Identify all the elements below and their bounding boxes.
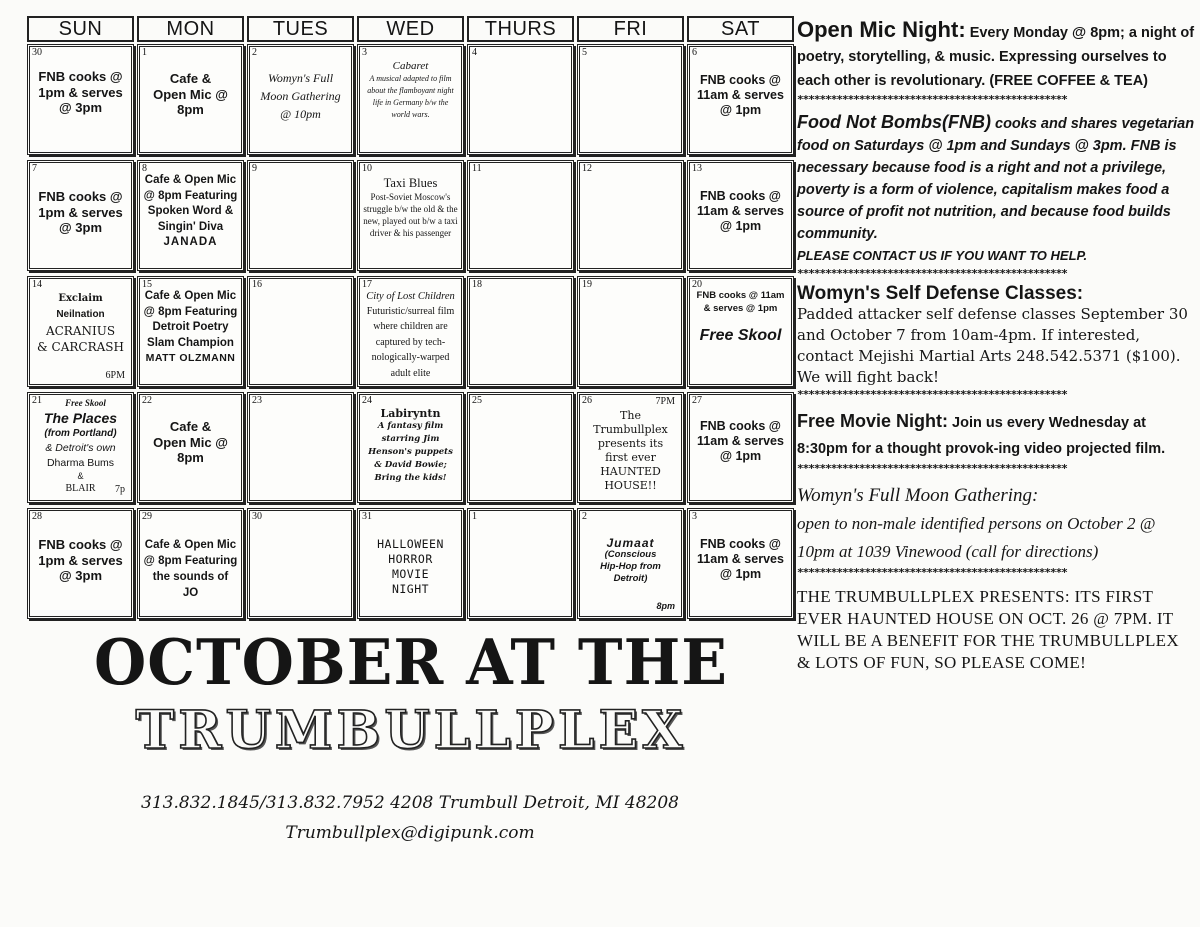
day-number: 11	[472, 163, 482, 174]
event-line: FNB cooks @	[700, 419, 781, 433]
event-line: 8pm	[177, 102, 204, 118]
event-title: Labiryntn	[380, 407, 441, 420]
self-defense-heading: Womyn's Self Defense Classes:	[797, 283, 1084, 304]
day-cell	[687, 392, 794, 503]
fnb-heading: Food Not Bombs(FNB)	[797, 112, 991, 132]
event-line: Exclaim	[58, 293, 103, 304]
event-line: @ 8pm Featuring	[143, 189, 238, 202]
day-number: 30	[32, 47, 42, 58]
week-row	[27, 158, 797, 274]
day-cell	[577, 508, 684, 619]
event-line: 11am & serves	[697, 88, 784, 102]
day-number: 4	[472, 47, 477, 58]
weekday-header-row	[27, 16, 797, 42]
event-line: Detroit Poetry	[152, 321, 229, 333]
event-line: 11am & serves	[697, 204, 784, 218]
day-cell	[247, 392, 354, 503]
event-description: A fantasy film starring Jim Henson's puppets & David Bowie; Bring the kids!	[368, 421, 453, 484]
event-line: @ 3pm	[58, 100, 103, 116]
fnb-section	[797, 111, 1197, 267]
event-descriptions-column	[797, 18, 1197, 674]
event-line: 1pm & serves	[38, 204, 123, 220]
day-number: 5	[582, 47, 587, 58]
event-line: Free Skool	[65, 398, 106, 408]
day-cell	[137, 276, 244, 387]
event-line: FNB cooks @	[38, 189, 123, 204]
day-cell	[357, 160, 464, 271]
week-row	[27, 506, 797, 622]
event-line: BLAIR	[65, 483, 96, 494]
event-line: 1pm & serves	[38, 552, 123, 568]
event-line: HALLOWEEN	[377, 537, 444, 551]
divider: ************************************************	[797, 462, 1067, 474]
divider: ************************************************	[797, 566, 1067, 578]
day-number: 2	[252, 47, 257, 58]
event-line: Moon Gathering	[260, 89, 341, 103]
day-cell	[577, 160, 684, 271]
full-moon-section	[797, 482, 1197, 566]
event-line: Cafe &	[169, 71, 212, 86]
haunted-house-text: THE TRUMBULLPLEX PRESENTS: ITS FIRST EVER HAUNTED HOUSE ON OCT. 26 @ 7PM. IT WILL BE A BENEFIT FOR THE TRUMBULLPLEX & LOTS OF FUN, SO PLEASE COME!	[797, 587, 1179, 672]
day-number: 30	[252, 511, 262, 522]
day-number: 12	[582, 163, 592, 174]
event-line: @ 1pm	[719, 103, 762, 117]
event-description: Futuristic/surreal film where children are captured by tech-nologically-warped adult elite	[366, 305, 455, 379]
haunted-house-section	[797, 586, 1197, 674]
day-number: 17	[362, 279, 372, 290]
event-line: Singin' Diva	[157, 220, 224, 233]
event-line: 11am & serves	[697, 434, 784, 448]
movie-night-section	[797, 408, 1197, 462]
event-line: Dharma Bums	[46, 457, 115, 469]
event-line: the sounds of	[152, 571, 229, 583]
event-line: (Conscious	[604, 549, 657, 560]
event-line: FNB cooks @ 11am	[696, 290, 785, 301]
day-number: 18	[472, 279, 482, 290]
event-line: @ 8pm Featuring	[143, 305, 238, 318]
day-cell	[27, 44, 134, 155]
open-mic-text: Every Monday @ 8pm; a night of poetry, storytelling, & music. Expressing ourselves to each other is revolutionary. (FREE COFFEE & TEA)	[797, 25, 1195, 89]
day-number: 25	[472, 395, 482, 406]
day-cell	[357, 44, 464, 155]
calendar-grid	[27, 16, 797, 622]
full-moon-heading: Womyn's Full Moon Gathering:	[797, 485, 1039, 506]
event-line: HORROR	[388, 552, 433, 566]
day-number: 23	[252, 395, 262, 406]
event-line: Open Mic @	[153, 86, 228, 102]
event-line: (from Portland)	[44, 428, 117, 439]
day-cell	[467, 508, 574, 619]
event-line: HAUNTED	[600, 465, 661, 478]
open-mic-section	[797, 18, 1197, 93]
day-cell	[357, 392, 464, 503]
day-cell	[467, 276, 574, 387]
event-line: Open Mic @	[153, 434, 228, 450]
day-number: 31	[362, 511, 372, 522]
event-line: @ 1pm	[719, 449, 762, 463]
movie-night-text: Join us every Wednesday at 8:30pm for a thought provok-ing video projected film.	[797, 415, 1166, 457]
event-line: @ 1pm	[719, 567, 762, 581]
event-line: MATT OLZMANN	[145, 352, 236, 364]
event-line: Cafe & Open Mic	[144, 539, 237, 551]
event-title: Cabaret	[392, 60, 429, 72]
day-number: 28	[32, 511, 42, 522]
week-row	[27, 274, 797, 390]
day-number: 3	[362, 47, 367, 58]
event-time: 7PM	[655, 396, 675, 407]
day-cell	[27, 508, 134, 619]
day-number: 16	[252, 279, 262, 290]
day-cell	[27, 160, 134, 271]
event-line: 11am & serves	[697, 552, 784, 566]
weekday-wed: WED	[357, 16, 464, 42]
flyer-title: OCTOBER AT THE	[93, 626, 728, 700]
day-number: 9	[252, 163, 257, 174]
event-line: @ 10pm	[280, 107, 321, 121]
event-line: FNB cooks @	[38, 537, 123, 552]
event-line: FNB cooks @	[38, 69, 123, 84]
event-title: Taxi Blues	[383, 176, 438, 190]
event-line: Trumbullplex	[593, 423, 668, 436]
event-line: FNB cooks @	[700, 73, 781, 87]
day-number: 15	[142, 279, 152, 290]
day-cell	[247, 44, 354, 155]
event-line: JANADA	[163, 236, 218, 248]
event-line: Hip-Hop from	[600, 561, 661, 572]
day-cell	[137, 392, 244, 503]
day-number: 6	[692, 47, 697, 58]
day-cell	[357, 508, 464, 619]
weekday-fri: FRI	[577, 16, 684, 42]
phone-address: 313.832.1845/313.832.7952 4208 Trumbull Detroit, MI 48208	[141, 793, 679, 813]
event-time: 7p	[115, 484, 125, 495]
event-line: Slam Champion	[147, 336, 234, 349]
self-defense-text: Padded attacker self defense classes September 30 and October 7 from 10am-4pm. If interested, contact Mejishi Martial Arts 248.542.5371 ($100). We will fight back!	[797, 305, 1188, 386]
day-cell	[687, 276, 794, 387]
day-cell	[137, 160, 244, 271]
event-line: Spoken Word &	[147, 205, 234, 217]
event-title: City of Lost Children	[366, 291, 455, 302]
event-line: Cafe &	[169, 419, 212, 434]
event-line: presents its	[597, 437, 664, 450]
self-defense-section	[797, 283, 1197, 388]
day-number: 1	[472, 511, 477, 522]
day-number: 26	[582, 395, 592, 406]
event-line: ACRANIUS	[45, 324, 116, 338]
weekday-mon: MON	[137, 16, 244, 42]
weekday-tues: TUES	[247, 16, 354, 42]
event-line: & serves @ 1pm	[703, 303, 778, 314]
day-cell	[467, 44, 574, 155]
venue-name: TRUMBULLPLEX	[135, 700, 687, 761]
event-description: Post-Soviet Moscow's struggle b/w the old & the new, played out b/w a taxi driver & his passenger	[363, 192, 458, 238]
event-line: Detroit)	[613, 573, 648, 584]
event-line: @ 8pm Featuring	[143, 555, 238, 567]
day-cell	[687, 44, 794, 155]
event-description: A musical adapted to film about the flamboyant night life in Germany b/w the world wars.	[367, 74, 454, 120]
day-cell	[27, 276, 134, 387]
event-line: FNB cooks @	[700, 189, 781, 203]
day-cell	[687, 508, 794, 619]
event-line: @ 3pm	[58, 568, 103, 584]
day-cell	[137, 44, 244, 155]
event-line: NIGHT	[391, 582, 430, 596]
day-number: 13	[692, 163, 702, 174]
day-cell	[137, 508, 244, 619]
weekday-thurs: THURS	[467, 16, 574, 42]
contact-info	[60, 788, 760, 848]
day-cell	[577, 392, 684, 503]
day-cell	[577, 44, 684, 155]
open-mic-heading: Open Mic Night:	[797, 17, 966, 42]
event-time: 6PM	[105, 370, 125, 381]
event-line: Womyn's Full	[267, 71, 334, 85]
full-moon-text: open to non-male identified persons on October 2 @ 10pm at 1039 Vinewood (call for directions)	[797, 514, 1156, 561]
event-line: first ever	[605, 451, 656, 464]
divider: ************************************************	[797, 267, 1067, 279]
event-line: JO	[182, 587, 199, 599]
week-row	[27, 42, 797, 158]
day-number: 29	[142, 511, 152, 522]
day-number: 7	[32, 163, 37, 174]
event-line: & CARCRASH	[37, 340, 124, 354]
movie-night-heading: Free Movie Night:	[797, 411, 949, 431]
day-number: 2	[582, 511, 587, 522]
event-line: 1pm & serves	[38, 84, 123, 100]
weekday-sat: SAT	[687, 16, 794, 42]
fnb-call-to-action: PLEASE CONTACT US IF YOU WANT TO HELP.	[797, 248, 1088, 263]
day-cell	[357, 276, 464, 387]
event-line: Cafe & Open Mic	[144, 290, 237, 302]
divider: ************************************************	[797, 93, 1067, 105]
event-line: HOUSE!!	[604, 479, 657, 492]
event-line: & Detroit's own	[45, 442, 116, 454]
event-line: MOVIE	[391, 567, 430, 581]
event-time: 8pm	[656, 601, 675, 611]
event-line: 8pm	[177, 450, 204, 466]
day-number: 21	[32, 395, 42, 406]
event-line: The Places	[43, 410, 118, 426]
day-cell	[577, 276, 684, 387]
week-row	[27, 390, 797, 506]
day-number: 1	[142, 47, 147, 58]
fnb-text: cooks and shares vegetarian food on Saturdays @ 1pm and Sundays @ 3pm. FNB is necessary because food is a right and not a privilege, poverty is a form of violence, capitalism makes food a source of profit not nutrition, and because food builds community.	[797, 116, 1195, 242]
event-line: FNB cooks @	[700, 537, 781, 551]
day-cell	[467, 160, 574, 271]
event-line: @ 3pm	[58, 220, 103, 236]
event-line: Free Skool	[699, 327, 782, 344]
day-cell	[247, 276, 354, 387]
day-number: 3	[692, 511, 697, 522]
day-number: 22	[142, 395, 152, 406]
day-number: 19	[582, 279, 592, 290]
day-number: 24	[362, 395, 372, 406]
divider: ************************************************	[797, 388, 1067, 400]
event-line: &	[77, 471, 84, 481]
event-line: @ 1pm	[719, 219, 762, 233]
event-line: Jumaat	[606, 536, 655, 550]
email: Trumbullplex@digipunk.com	[285, 823, 535, 843]
weekday-sun: SUN	[27, 16, 134, 42]
day-cell	[247, 160, 354, 271]
day-cell	[247, 508, 354, 619]
day-cell	[687, 160, 794, 271]
event-line: Neilnation	[56, 309, 105, 320]
day-number: 20	[692, 279, 702, 290]
day-cell	[27, 392, 134, 503]
day-number: 8	[142, 163, 147, 174]
day-number: 14	[32, 279, 42, 290]
day-number: 10	[362, 163, 372, 174]
day-cell	[467, 392, 574, 503]
event-line: The	[620, 409, 641, 422]
event-line: Cafe & Open Mic	[144, 174, 237, 186]
day-number: 27	[692, 395, 702, 406]
